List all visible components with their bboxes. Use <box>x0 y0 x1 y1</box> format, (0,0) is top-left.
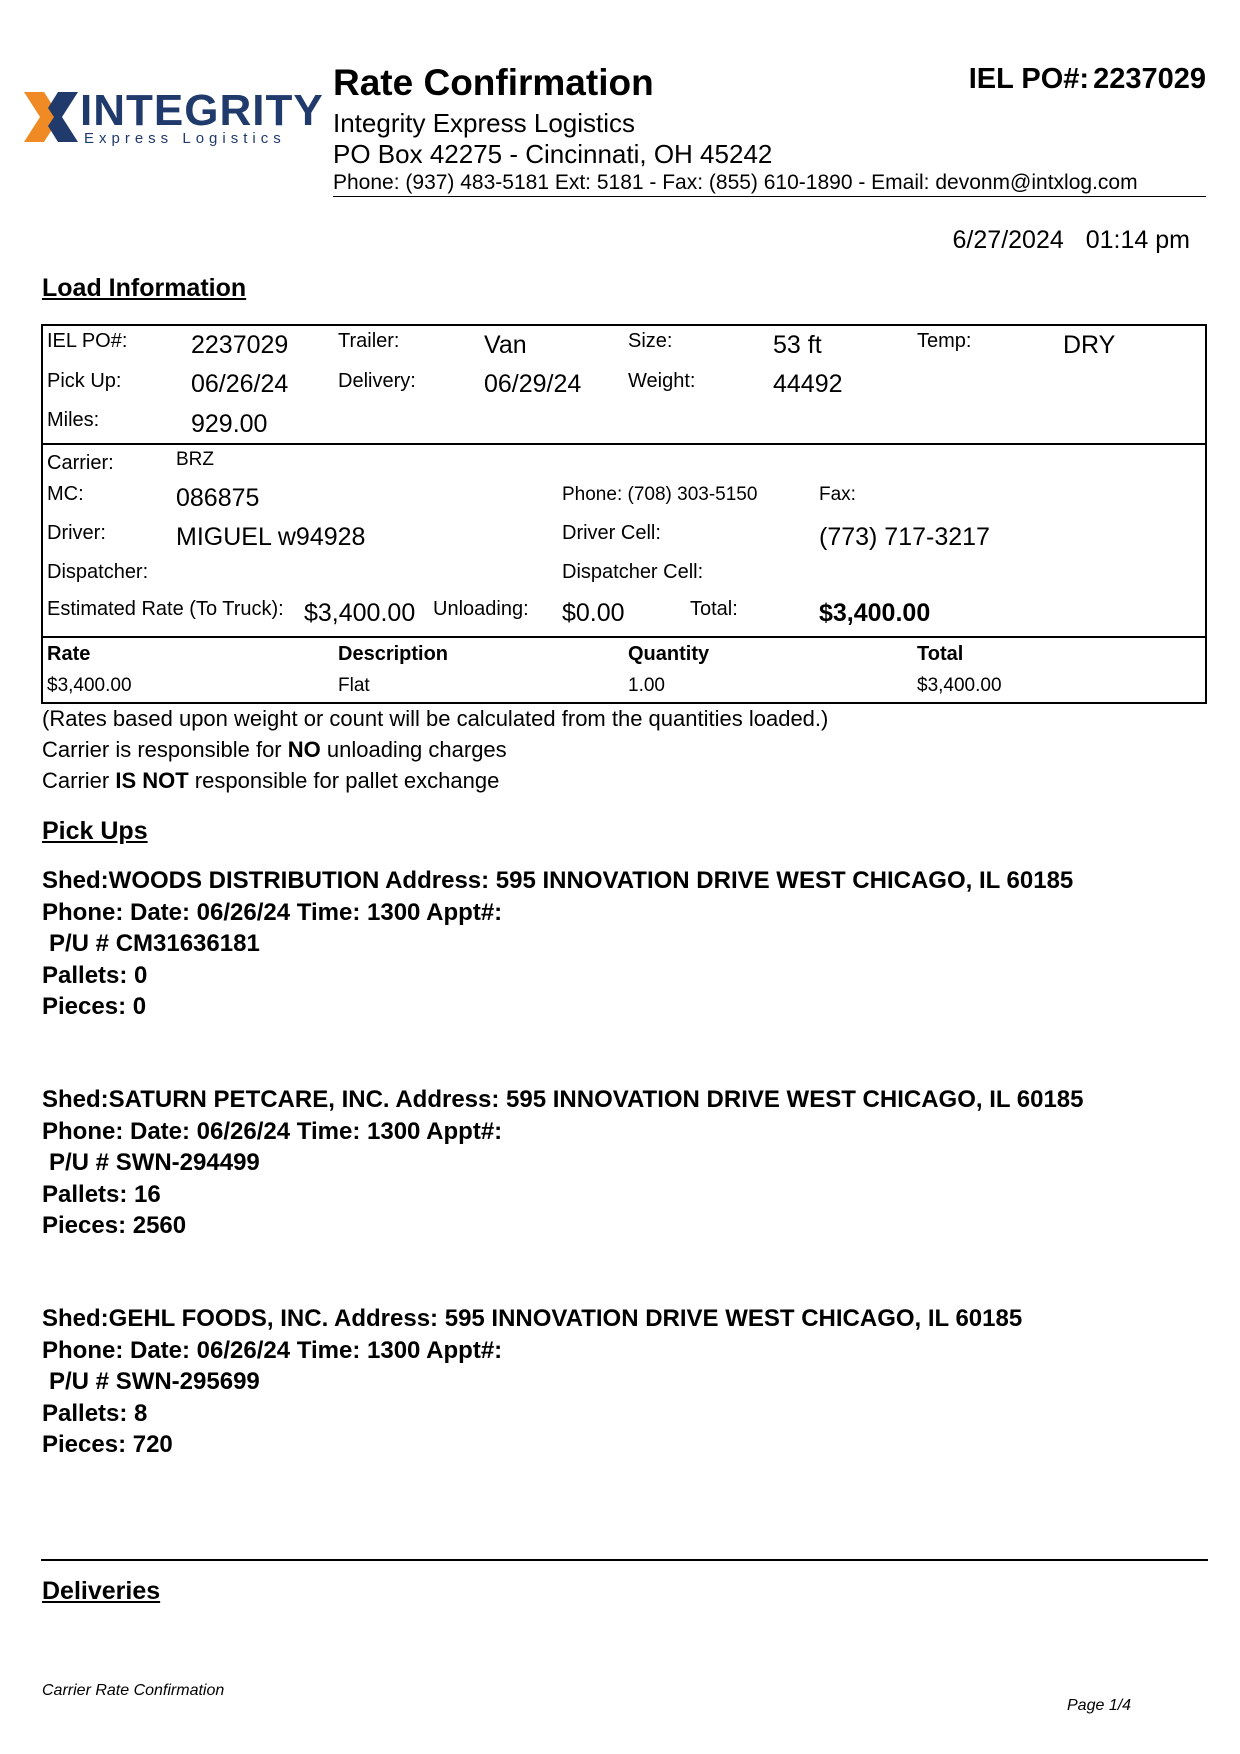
header-po-number: IEL PO#: 2237029 <box>968 63 1206 95</box>
header-divider <box>333 196 1206 197</box>
rate-table-cell: 1.00 <box>628 675 665 696</box>
dispatcher-label: Dispatcher: <box>47 561 149 583</box>
unloading-value: $0.00 <box>562 599 625 627</box>
footer-page-number: Page 1/4 <box>1067 1697 1132 1714</box>
weight-label: Weight: <box>628 370 696 392</box>
driver-label: Driver: <box>47 522 106 544</box>
trailer-value: Van <box>484 331 527 359</box>
pickup-entry <box>42 865 1073 1023</box>
mc-label: MC: <box>47 483 84 505</box>
pickup-entry <box>42 1084 1084 1242</box>
rate-table-header: Total <box>917 643 964 665</box>
pickups-heading: Pick Ups <box>42 817 148 845</box>
rate-table-header: Rate <box>47 643 91 665</box>
page-title: Rate Confirmation <box>333 62 654 103</box>
driver-cell-label: Driver Cell: <box>562 522 661 544</box>
company-name: Integrity Express Logistics <box>333 108 636 138</box>
pickup-pallets: Pallets: 16 <box>42 1180 161 1208</box>
estimated-rate-label: Estimated Rate (To Truck): <box>47 598 284 620</box>
miles-value: 929.00 <box>191 410 268 438</box>
logo-subtext: Express Logistics <box>84 130 286 147</box>
issue-date: 6/27/2024 <box>952 226 1064 254</box>
rate-table-header: Quantity <box>628 643 710 665</box>
pickup-phone-date: Phone: Date: 06/26/24 Time: 1300 Appt#: <box>42 1117 503 1145</box>
size-label: Size: <box>628 330 673 352</box>
pickup-number: P/U # SWN-295699 <box>49 1368 260 1395</box>
driver-value: MIGUEL w94928 <box>176 523 366 551</box>
issue-time: 01:14 pm <box>1085 226 1190 254</box>
carrier-phone: Phone: (708) 303-5150 <box>562 484 758 505</box>
pallet-note: Carrier IS NOT responsible for pallet exchange <box>42 768 500 793</box>
temp-label: Temp: <box>917 330 972 352</box>
carrier-label: Carrier: <box>47 452 114 474</box>
logo-x-icon <box>24 92 78 142</box>
po-label: IEL PO#: <box>47 330 128 352</box>
load-information-heading: Load Information <box>42 274 247 302</box>
rate-table <box>41 636 1207 704</box>
rate-table-cell: Flat <box>338 675 370 696</box>
unloading-label: Unloading: <box>433 598 529 620</box>
mc-value: 086875 <box>176 484 260 512</box>
pickup-shed-address: Shed:SATURN PETCARE, INC. Address: 595 INNOVATION DRIVE WEST CHICAGO, IL 60185 <box>42 1086 1084 1113</box>
trailer-label: Trailer: <box>338 330 400 352</box>
temp-value: DRY <box>1063 331 1116 359</box>
pickup-pallets: Pallets: 8 <box>42 1399 148 1427</box>
delivery-date-value: 06/29/24 <box>484 370 582 398</box>
logo-wordmark: INTEGRITY <box>80 86 324 135</box>
rate-table-cell: $3,400.00 <box>917 675 1002 696</box>
pickup-entry <box>42 1303 1022 1461</box>
pickup-number: P/U # SWN-294499 <box>49 1149 260 1176</box>
dispatcher-cell-label: Dispatcher Cell: <box>562 561 704 583</box>
pickup-pieces: Pieces: 0 <box>42 993 147 1020</box>
estimated-rate-value: $3,400.00 <box>304 599 416 627</box>
carrier-details-box <box>41 443 1207 638</box>
footer-document-name: Carrier Rate Confirmation <box>42 1682 225 1699</box>
rates-note: (Rates based upon weight or count will be calculated from the quantities loaded.) <box>42 706 829 731</box>
delivery-date-label: Delivery: <box>338 370 416 392</box>
rate-table-header: Description <box>338 643 449 665</box>
company-address: PO Box 42275 - Cincinnati, OH 45242 <box>333 139 773 169</box>
company-logo <box>24 86 324 156</box>
pickup-phone-date: Phone: Date: 06/26/24 Time: 1300 Appt#: <box>42 898 503 926</box>
rate-table-cell: $3,400.00 <box>47 675 132 696</box>
weight-value: 44492 <box>773 370 843 398</box>
load-details-box <box>41 324 1207 445</box>
pickup-number: P/U # CM31636181 <box>49 930 260 957</box>
company-contact: Phone: (937) 483-5181 Ext: 5181 - Fax: (855) 610-1890 - Email: devonm@intxlog.com <box>333 171 1138 194</box>
pickup-shed-address: Shed:GEHL FOODS, INC. Address: 595 INNOVATION DRIVE WEST CHICAGO, IL 60185 <box>42 1305 1023 1332</box>
issue-datetime <box>953 225 1190 255</box>
miles-label: Miles: <box>47 409 100 431</box>
deliveries-heading: Deliveries <box>42 1577 161 1605</box>
pickup-date-label: Pick Up: <box>47 370 122 392</box>
section-divider <box>41 1559 1208 1561</box>
pickup-pallets: Pallets: 0 <box>42 961 148 989</box>
unloading-note: Carrier is responsible for NO unloading charges <box>42 737 507 762</box>
po-value: 2237029 <box>191 331 289 359</box>
size-value: 53 ft <box>773 331 822 359</box>
total-label: Total: <box>690 598 738 620</box>
driver-cell-value: (773) 717-3217 <box>819 523 990 551</box>
total-value: $3,400.00 <box>819 599 931 627</box>
carrier-value: BRZ <box>176 449 214 470</box>
pickup-phone-date: Phone: Date: 06/26/24 Time: 1300 Appt#: <box>42 1336 503 1364</box>
pickup-pieces: Pieces: 2560 <box>42 1212 187 1239</box>
pickup-date-value: 06/26/24 <box>191 370 289 398</box>
pickup-pieces: Pieces: 720 <box>42 1431 173 1458</box>
fax-label: Fax: <box>819 484 856 505</box>
pickup-shed-address: Shed:WOODS DISTRIBUTION Address: 595 INNOVATION DRIVE WEST CHICAGO, IL 60185 <box>42 867 1074 894</box>
